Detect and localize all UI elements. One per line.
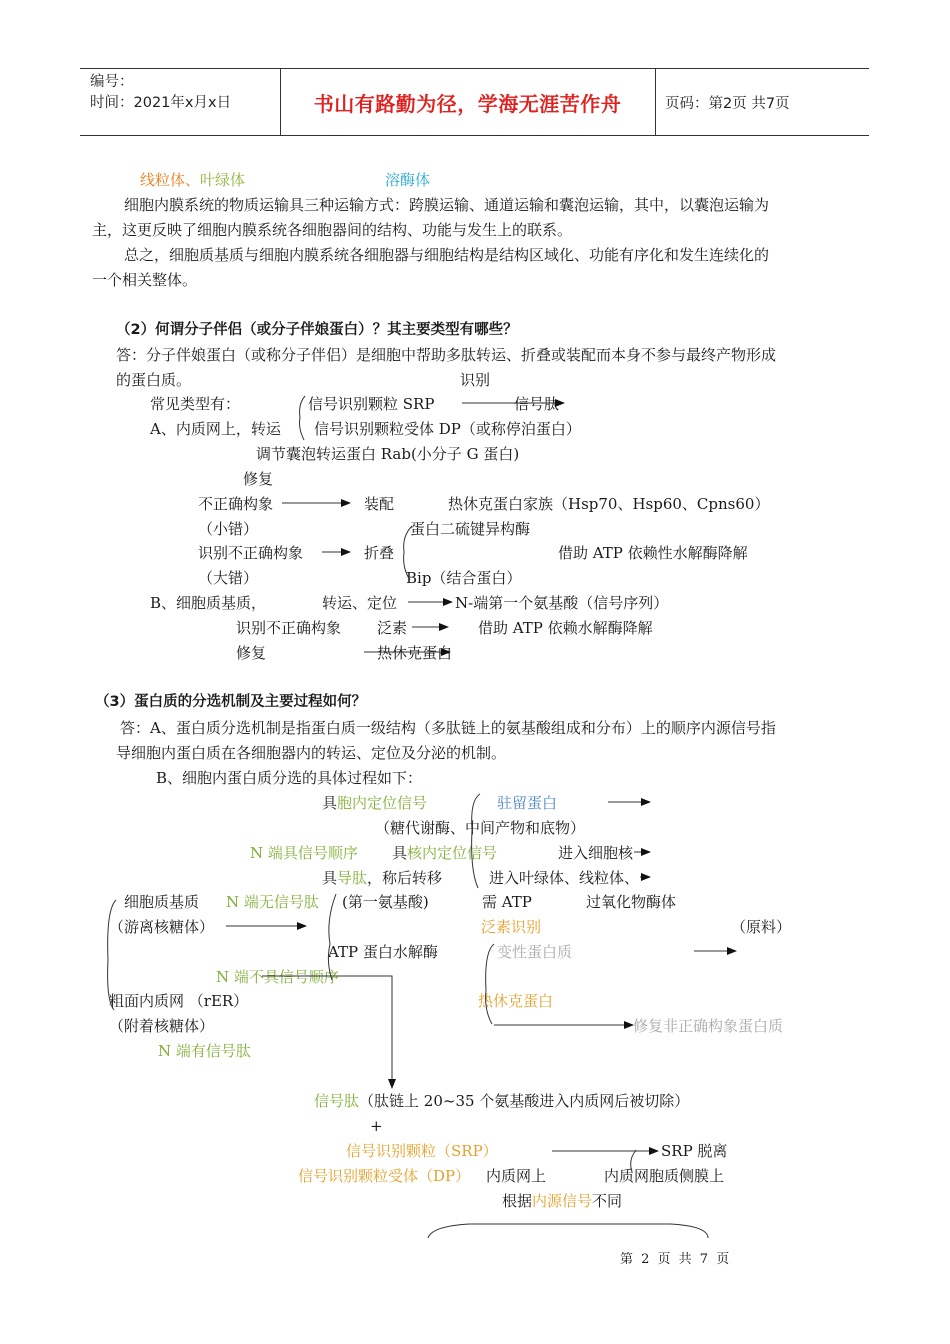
pdi-label: 蛋白二硫键异构酶 (410, 520, 531, 538)
n-has-signal-peptide-label: N 端有信号肽 (158, 1042, 251, 1060)
free-ribosome-label: （游离核糖体） (109, 918, 215, 936)
repair-label: 修复 (243, 470, 274, 488)
srp-label: 信号识别颗粒 SRP (308, 395, 435, 413)
signal-peptide-desc: （肽链上 20~35 个氨基酸进入内质网后被切除） (359, 1092, 690, 1110)
needs-atp-label: 需 ATP (482, 893, 532, 911)
heat-shock-label: 热休克蛋白 (377, 644, 453, 662)
bracket-er (300, 396, 306, 440)
heat-shock-protein-label: 热休克蛋白 (478, 992, 554, 1010)
hsp-family-label: 热休克蛋白家族（Hsp70、Hsp60、Cpns60） (448, 495, 770, 513)
plus-sign: + (370, 1117, 383, 1135)
atp-degrade-label: 借助 ATP 依赖水解酶降解 (478, 619, 653, 637)
denatured-protein-label: 变性蛋白质 (497, 943, 573, 961)
endogenous-signal-line (502, 1191, 622, 1211)
page-header (80, 68, 869, 136)
assembly-label: 装配 (364, 495, 395, 513)
transport-locate-label: 转运、定位 (322, 594, 398, 612)
signal-peptide-line (314, 1091, 689, 1111)
intro-paragraph-2: 总之，细胞质基质与细胞内膜系统各细胞器与细胞结构是结构区域化、功能有序化和发生连续化的 (124, 246, 770, 264)
leader-suffix: ，称后转移 (367, 869, 443, 887)
er-cytosolic-side-label: 内质网胞质侧膜上 (604, 1167, 725, 1185)
q3-process-label: B、细胞内蛋白质分选的具体过程如下： (156, 769, 423, 787)
srp-detach-label: SRP 脱离 (661, 1142, 728, 1160)
header-motto: 书山有路勤为径，学海无涯苦作舟 (313, 91, 622, 116)
ubiquitin-recognition-label: 泛素识别 (481, 918, 542, 936)
q2-answer: 答：分子伴娘蛋白（或称分子伴侣）是细胞中帮助多肽转运、折叠或装配而本身不参与最终产物形成 (116, 346, 777, 364)
mitochondria-label: 线粒体 (140, 171, 186, 189)
internal-signal-line (322, 793, 427, 813)
er-label: A、内质网上，转运 (150, 420, 281, 438)
according-prefix: 根据 (502, 1192, 533, 1210)
q3-answer-cont: 导细胞内蛋白质在各细胞器内的转运、定位及分泌的机制。 (116, 744, 507, 762)
q2-answer-cont: 的蛋白质。 (116, 371, 192, 389)
intro-paragraph-2-cont: 一个相关整体。 (92, 271, 198, 289)
atp-hydrolase-label: 借助 ATP 依赖性水解酶降解 (558, 544, 748, 562)
atp-protein-hydrolase-label: ATP 蛋白水解酶 (328, 943, 438, 961)
internal-signal-label: 胞内定位信号 (337, 794, 428, 812)
peroxisome-label: 过氧化物酶体 (586, 893, 677, 911)
metabolic-enzymes-label: （糖代谢酶、中间产物和底物） (375, 819, 586, 837)
n-signal-seq-label: N 端具信号顺序 (250, 844, 358, 862)
intro-paragraph-1: 细胞内膜系统的物质运输具三种运输方式：跨膜运输、通道运输和囊泡运输，其中，以囊泡运输为 (124, 196, 770, 214)
dp-full-label: 信号识别颗粒受体（DP） (298, 1167, 471, 1185)
n-no-signal-peptide-label: N 端无信号肽 (226, 893, 319, 911)
chloroplast-label: 叶绿体 (200, 171, 246, 189)
question-2-title: （2）何谓分子伴侣（或分子伴娘蛋白）？其主要类型有哪些？ (116, 322, 518, 338)
n-terminal-label: N-端第一个氨基酸（信号序列） (455, 594, 669, 612)
bottom-brace (428, 1224, 708, 1238)
retention-protein-label: 驻留蛋白 (497, 794, 558, 812)
srp-full-label: 信号识别颗粒（SRP） (346, 1142, 498, 1160)
n-no-signal-seq-label: N 端不具信号顺序 (216, 968, 339, 986)
header-number: 编号： (90, 74, 134, 90)
header-time: 时间：2021年x月x日 (90, 95, 232, 111)
folding-label: 折叠 (364, 544, 395, 562)
bracket-heat-shock (486, 944, 494, 1024)
nuclear-signal-line (392, 843, 497, 863)
signal-peptide-term: 信号肽 (314, 1092, 360, 1110)
nuclear-signal-label: 核内定位信号 (407, 844, 498, 862)
has-prefix: 具 (322, 794, 338, 812)
ubiquitin-label: 泛素 (377, 619, 408, 637)
leader-peptide-label: 导肽 (337, 869, 368, 887)
on-er-label: 内质网上 (486, 1167, 547, 1185)
recognize-misfolded-2-label: 识别不正确构象 (236, 619, 342, 637)
page-footer: 第 2 页 共 7 页 (620, 1252, 732, 1267)
dp-label: 信号识别颗粒受体 DP（或称停泊蛋白） (314, 420, 581, 438)
different-suffix: 不同 (592, 1192, 623, 1210)
enter-chloro-mito-label: 进入叶绿体、线粒体、 (489, 869, 640, 887)
repair-misfolded-label: 修复非正确构象蛋白质 (633, 1017, 784, 1035)
enter-nucleus-label: 进入细胞核 (558, 844, 634, 862)
signal-peptide-label: 信号肽 (514, 395, 560, 413)
header-divider (655, 69, 656, 135)
bracket-q3-upper (472, 794, 480, 888)
cytosol-label: B、细胞质基质， (150, 594, 267, 612)
question-3-title: （3）蛋白质的分选机制及主要过程如何？ (95, 694, 367, 710)
q3-answer: 答：A、蛋白质分选机制是指蛋白质一级结构（多肽链上的氨基酸组成和分布）上的顺序内源信号指 (120, 719, 776, 737)
intro-paragraph-1-cont: 主，这更反映了细胞内膜系统各细胞器间的结构、功能与发生上的联系。 (92, 221, 573, 239)
leader-peptide-line (322, 868, 442, 888)
leader-prefix: 具 (322, 869, 338, 887)
types-label: 常见类型有： (150, 395, 241, 413)
repair-2-label: 修复 (236, 644, 267, 662)
small-error-label: （小错） (198, 520, 259, 538)
header-page: 页码：第2页 共7页 (665, 95, 790, 112)
line-n-signal-peptide-down (262, 976, 392, 1088)
bound-ribosome-label: （附着核糖体） (109, 1017, 215, 1035)
rough-er-label: 粗面内质网 （rER） (109, 992, 249, 1010)
cytosol-matrix-label: 细胞质基质 (124, 893, 200, 911)
misfolded-label: 不正确构象 (198, 495, 274, 513)
organelle-line (140, 170, 245, 190)
recognize-label: 识别 (460, 371, 491, 389)
first-aa-label: (第一氨基酸) (342, 893, 429, 911)
lysosome-label: 溶酶体 (385, 171, 431, 189)
nuclear-prefix: 具 (392, 844, 408, 862)
endogenous-signal-label: 内源信号 (532, 1192, 593, 1210)
bip-label: Bip（结合蛋白） (406, 569, 522, 587)
big-error-label: （大错） (198, 569, 259, 587)
raw-material-label: （原料） (731, 918, 792, 936)
separator: 、 (185, 171, 201, 189)
recognize-misfolded-label: 识别不正确构象 (198, 544, 304, 562)
rab-label: 调节囊泡转运蛋白 Rab(小分子 G 蛋白) (256, 445, 520, 463)
header-meta (90, 72, 231, 114)
